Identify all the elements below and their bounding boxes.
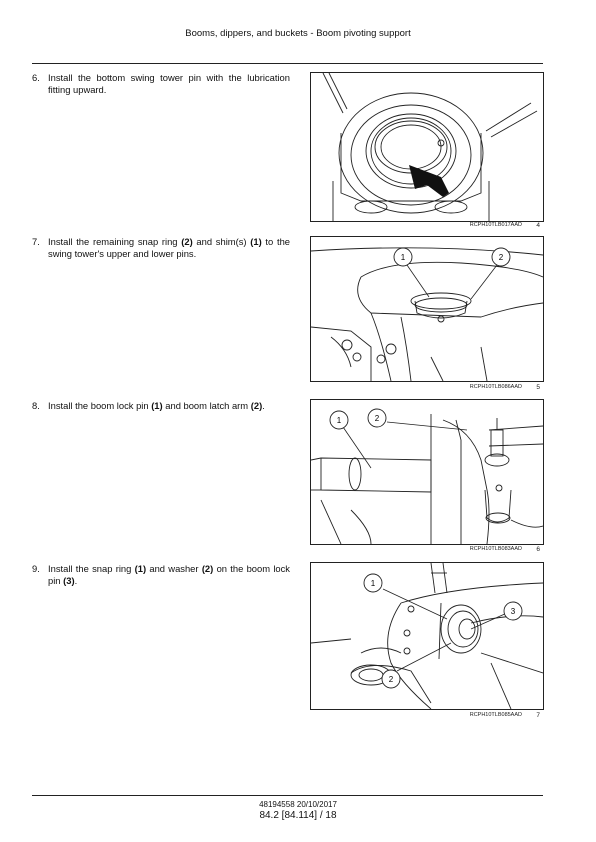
callout-reference: (3) bbox=[63, 575, 75, 586]
step-9 bbox=[32, 563, 290, 587]
callout-reference: (1) bbox=[151, 400, 163, 411]
figure-number: 5 bbox=[536, 384, 540, 391]
callout-label: 2 bbox=[374, 414, 380, 423]
callout-label: 3 bbox=[510, 607, 516, 616]
snap-ring-washer-drawing bbox=[311, 563, 543, 709]
step-number: 9. bbox=[32, 563, 40, 574]
callout-label: 1 bbox=[370, 579, 376, 588]
step-number: 7. bbox=[32, 236, 40, 247]
step-text-segment: and boom latch arm bbox=[162, 400, 251, 411]
callout-reference: (1) bbox=[134, 563, 147, 574]
figure-number: 4 bbox=[536, 222, 540, 229]
figure-5-illustration bbox=[310, 236, 544, 382]
figure-code: RCPH10TLB083AAD bbox=[469, 546, 522, 552]
footer-doc-reference: 48194558 20/10/2017 bbox=[259, 800, 337, 809]
step-text-segment: . bbox=[74, 575, 78, 586]
figure-number: 7 bbox=[536, 712, 540, 719]
callout-label: 1 bbox=[336, 416, 342, 425]
step-text-segment: Install the bottom swing tower pin with the lubrication fitting upward. bbox=[48, 72, 290, 95]
step-text-segment: on the boom lock pin bbox=[48, 563, 290, 586]
footer-page-number: 84.2 [84.114] / 18 bbox=[259, 810, 337, 821]
footer-rule bbox=[32, 795, 543, 796]
figure-number: 6 bbox=[536, 546, 540, 553]
header-rule bbox=[32, 63, 543, 64]
step-8 bbox=[32, 400, 290, 412]
swing-tower-pin-drawing bbox=[311, 73, 543, 221]
figure-code: RCPH10TLB085AAD bbox=[469, 712, 522, 718]
step-text bbox=[48, 563, 290, 587]
callout-reference: (2) bbox=[181, 236, 193, 247]
figure-code: RCPH10TLB017AAD bbox=[469, 222, 522, 228]
step-7 bbox=[32, 236, 290, 260]
step-6 bbox=[32, 72, 290, 96]
step-text-segment: and washer bbox=[146, 563, 202, 574]
step-text-segment: Install the boom lock pin bbox=[48, 400, 152, 411]
snap-ring-shim-drawing bbox=[311, 237, 543, 381]
callout-reference: (2) bbox=[201, 563, 214, 574]
step-text-segment: to the swing tower's upper and lower pins. bbox=[48, 236, 291, 259]
page-header-title: Booms, dippers, and buckets - Boom pivoting support bbox=[185, 28, 411, 39]
step-text bbox=[48, 236, 290, 260]
step-text-segment: . bbox=[262, 400, 265, 411]
callout-label: 2 bbox=[388, 675, 394, 684]
step-number: 8. bbox=[32, 400, 40, 411]
step-text-segment: and shim(s) bbox=[192, 236, 251, 247]
callout-label: 1 bbox=[400, 253, 406, 262]
figure-7-illustration bbox=[310, 562, 544, 710]
callout-reference: (2) bbox=[250, 400, 263, 411]
step-number: 6. bbox=[32, 72, 40, 83]
boom-lock-pin-drawing bbox=[311, 400, 543, 544]
callout-label: 2 bbox=[498, 253, 504, 262]
step-text-segment: Install the snap ring bbox=[48, 563, 135, 574]
figure-4-illustration bbox=[310, 72, 544, 222]
figure-6-illustration bbox=[310, 399, 544, 545]
step-text bbox=[48, 72, 290, 96]
callout-reference: (1) bbox=[250, 236, 262, 247]
step-text-segment: Install the remaining snap ring bbox=[48, 236, 182, 247]
step-text bbox=[48, 400, 290, 412]
figure-code: RCPH10TLB086AAD bbox=[469, 384, 522, 390]
